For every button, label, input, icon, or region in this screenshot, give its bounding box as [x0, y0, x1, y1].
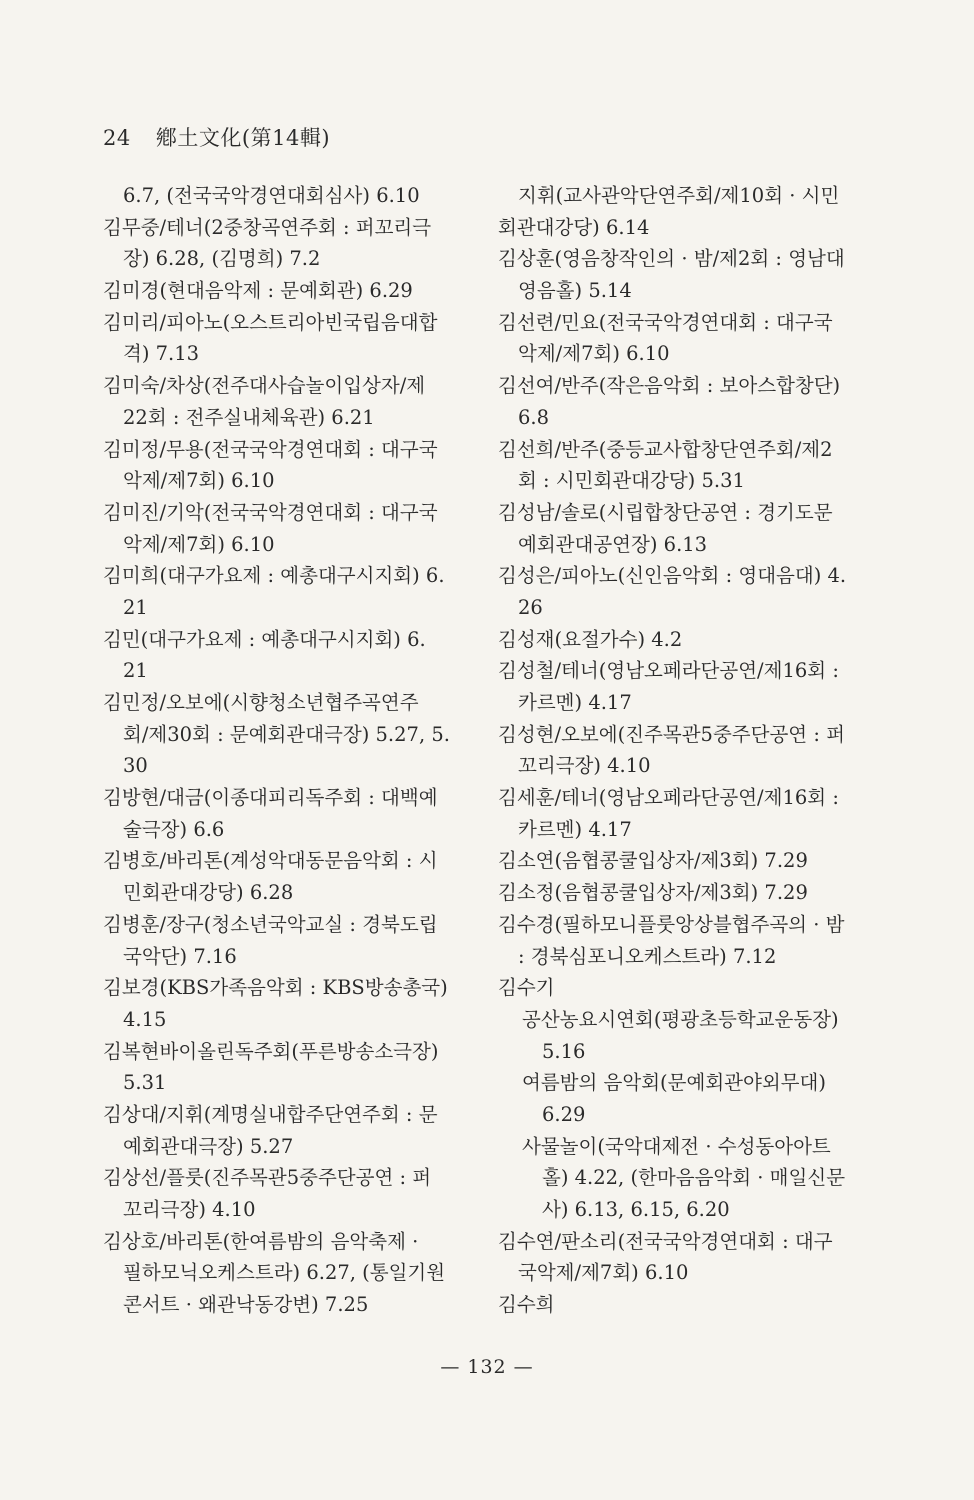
index-entry-line: 김선희/반주(중등교사합창단연주회/제2 — [498, 437, 833, 461]
index-entry-line: 26 — [518, 595, 543, 619]
index-entry — [103, 845, 475, 908]
index-entry-line: 김성남/솔로(시립합창단공연 : 경기도문 — [498, 500, 833, 524]
index-entry-line: 민회관대강당) 6.28 — [123, 881, 294, 905]
index-entry-line: 영음홀) 5.14 — [518, 279, 632, 303]
index-entry — [103, 1162, 475, 1225]
index-entry-line: 장) 6.28, (김명희) 7.2 — [123, 247, 321, 271]
index-entry-line: 김상대/지휘(계명실내합주단연주회 : 문 — [103, 1102, 438, 1126]
index-entry-line: 악제/제7회) 6.10 — [123, 532, 275, 556]
index-entry — [498, 1067, 874, 1130]
index-entry-line: 김병호/바리톤(계성악대동문음악회 : 시 — [103, 849, 438, 873]
left-index-column — [103, 180, 475, 1321]
index-entry-line: 공산농요시연회(평광초등학교운동장) — [522, 1007, 839, 1031]
index-entry-line: 5.16 — [542, 1039, 586, 1063]
index-entry-line: 국악단) 7.16 — [123, 944, 237, 968]
running-header — [103, 122, 330, 152]
index-entry — [498, 655, 874, 718]
index-entry-line: 김방현/대금(이종대피리독주회 : 대백예 — [103, 786, 438, 810]
index-entry-line: 꼬리극장) 4.10 — [518, 754, 651, 778]
index-entry-line: 김보경(KBS가족음악회 : KBS방송총국) — [103, 976, 448, 1000]
index-entry — [498, 782, 874, 845]
index-entry-line: 김병훈/장구(청소년국악교실 : 경북도립 — [103, 912, 438, 936]
index-entry-line: 예회관대공연장) 6.13 — [518, 532, 708, 556]
header-page-number: 24 — [103, 126, 131, 150]
index-entry-line: 국악제/제7회) 6.10 — [518, 1261, 689, 1285]
index-entry-line: 김민정/오보에(시향청소년협주곡연주 — [103, 691, 419, 714]
index-entry — [498, 1226, 874, 1289]
index-entry-line: 5.31 — [123, 1071, 167, 1095]
index-entry-line: 사) 6.13, 6.15, 6.20 — [542, 1198, 730, 1221]
index-entry-line: 김무중/테너(2중창곡연주회 : 퍼꼬리극 — [103, 215, 432, 239]
page-footer-number: — 132 — — [440, 1356, 534, 1378]
index-entry-line: 6.8 — [518, 405, 550, 429]
index-entry — [498, 560, 874, 623]
index-entry — [103, 1226, 475, 1321]
index-entry — [498, 624, 874, 656]
index-entry-line: 6.29 — [542, 1102, 586, 1126]
index-entry-line: 사물놀이(국악대제전 · 수성동아아트 — [522, 1134, 831, 1158]
index-entry — [103, 624, 475, 687]
index-entry — [498, 243, 874, 306]
index-entry-line: 꼬리극장) 4.10 — [123, 1198, 256, 1221]
index-entry-line: 지휘(교사관악단연주회/제10회 · 시민 — [518, 184, 840, 207]
index-entry-line: 21 — [123, 595, 148, 619]
index-entry-line: 김미희(대구가요제 : 예총대구시지회) 6. — [103, 564, 445, 588]
right-index-column — [498, 180, 874, 1321]
index-entry-line: 콘서트 · 왜관낙동강변) 7.25 — [123, 1293, 369, 1317]
index-entry-line: 김미정/무용(전국국악경연대회 : 대구국 — [103, 437, 438, 461]
index-entry — [498, 434, 874, 497]
index-entry — [103, 1036, 475, 1099]
index-entry — [103, 370, 475, 433]
index-entry-line: 30 — [123, 754, 148, 778]
index-entry-line: 김수연/판소리(전국국악경연대회 : 대구 — [498, 1229, 833, 1253]
index-entry-line: : 경북심포니오케스트라) 7.12 — [518, 944, 777, 968]
index-entry-line: 회/제30회 : 문예회관대극장) 5.27, 5. — [123, 722, 450, 746]
index-entry-line: 김미경(현대음악제 : 문예회관) 6.29 — [103, 279, 413, 303]
index-entry — [103, 275, 475, 307]
index-entry-line: 김성재(요절가수) 4.2 — [498, 627, 683, 651]
index-entry — [498, 1004, 874, 1067]
index-entry — [103, 560, 475, 623]
index-entry-line: 김미숙/차상(전주대사습놀이입상자/제 — [103, 374, 426, 398]
index-entry-line: 김성현/오보에(진주목관5중주단공연 : 퍼 — [498, 722, 845, 746]
index-entry-line: 김선여/반주(작은음악회 : 보아스합창단) — [498, 374, 841, 398]
index-entry — [103, 782, 475, 845]
index-entry-line: 21 — [123, 659, 148, 683]
index-entry-line: 술극장) 6.6 — [123, 817, 225, 841]
index-entry-line: 김미진/기악(전국국악경연대회 : 대구국 — [103, 500, 438, 524]
index-entry-line: 4.15 — [123, 1007, 167, 1031]
index-entry-line: 김수경(필하모니플룻앙상블협주곡의 · 밤 — [498, 912, 845, 936]
index-entry — [498, 877, 874, 909]
index-entry — [498, 180, 874, 243]
index-entry-line: 22회 : 전주실내체육관) 6.21 — [123, 405, 375, 429]
index-entry-line: 김상선/플룻(진주목관5중주단공연 : 퍼 — [103, 1166, 432, 1190]
index-entry-line: 김상호/바리톤(한여름밤의 음악축제 · — [103, 1229, 419, 1253]
index-entry-line: 김세훈/테너(영남오페라단공연/제16회 : — [498, 786, 839, 810]
index-entry-line: 여름밤의 음악회(문예회관야외무대) — [522, 1071, 826, 1095]
index-entry-line: 홀) 4.22, (한마음음악회 · 매일신문 — [542, 1166, 846, 1190]
index-entry-line: 6.7, (전국국악경연대회심사) 6.10 — [123, 184, 420, 207]
index-entry — [498, 497, 874, 560]
index-entry-line: 김성철/테너(영남오페라단공연/제16회 : — [498, 659, 839, 683]
index-entry-line: 카르멘) 4.17 — [518, 817, 632, 841]
index-entry — [498, 370, 874, 433]
index-entry-line: 김소연(음협콩쿨입상자/제3회) 7.29 — [498, 849, 808, 873]
index-entry — [498, 719, 874, 782]
index-entry-line: 김수희 — [498, 1293, 555, 1317]
index-entry — [103, 307, 475, 370]
index-entry-line: 김선련/민요(전국국악경연대회 : 대구국 — [498, 310, 833, 334]
index-entry — [498, 307, 874, 370]
index-entry-line: 필하모닉오케스트라) 6.27, (통일기원 — [123, 1261, 446, 1285]
index-entry-line: 김성은/피아노(신인음악회 : 영대음대) 4. — [498, 564, 847, 588]
index-entry — [103, 687, 475, 782]
index-entry — [498, 972, 874, 1004]
header-journal-title: 鄕土文化(第14輯) — [155, 126, 331, 150]
index-entry — [103, 212, 475, 275]
index-entry-line: 회 : 시민회관대강당) 5.31 — [518, 469, 745, 493]
index-entry-line: 카르멘) 4.17 — [518, 691, 632, 714]
index-entry-line: 김소정(음협콩쿨입상자/제3회) 7.29 — [498, 881, 808, 905]
index-entry-line: 김민(대구가요제 : 예총대구시지회) 6. — [103, 627, 426, 651]
index-entry — [498, 909, 874, 972]
index-entry-line: 회관대강당) 6.14 — [498, 215, 650, 239]
index-entry-line: 격) 7.13 — [123, 342, 200, 366]
index-entry-line: 김수기 — [498, 976, 555, 1000]
index-entry-line: 악제/제7회) 6.10 — [518, 342, 670, 366]
index-entry — [498, 845, 874, 877]
index-entry — [498, 1131, 874, 1226]
index-entry — [103, 909, 475, 972]
index-entry — [103, 972, 475, 1035]
index-entry-line: 김복현바이올린독주회(푸른방송소극장) — [103, 1039, 439, 1063]
index-entry — [103, 497, 475, 560]
index-entry-line: 악제/제7회) 6.10 — [123, 469, 275, 493]
index-entry — [103, 434, 475, 497]
index-entry — [103, 1099, 475, 1162]
index-entry — [103, 180, 475, 212]
index-entry-line: 김상훈(영음창작인의 · 밤/제2회 : 영남대 — [498, 247, 845, 271]
index-entry-line: 김미리/피아노(오스트리아빈국립음대합 — [103, 310, 438, 334]
index-entry — [498, 1289, 874, 1321]
index-entry-line: 예회관대극장) 5.27 — [123, 1134, 294, 1158]
